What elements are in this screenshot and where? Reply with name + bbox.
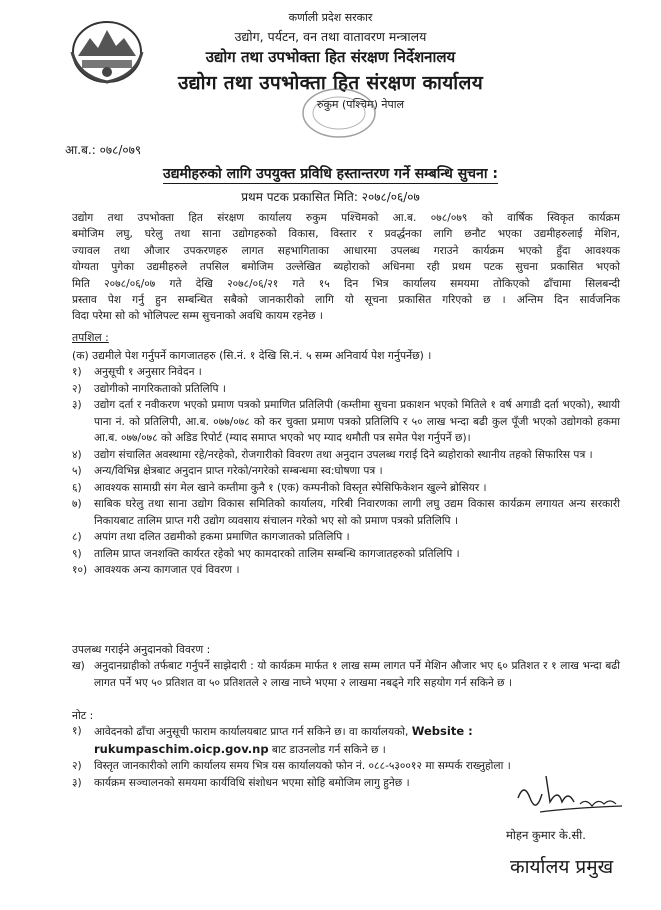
list-item: ३) कार्यक्रम सञ्चालनको समयमा कार्यविधि संशोधन भएमा सोहि बमोजिम लागु हुनेछ । (72, 776, 410, 789)
intro-line: उद्योग तथा उपभोक्ता हित संरक्षण कार्यालय रुकुम पश्चिमको आ.ब. ०७८/०७९ को वार्षिक स्विकृत कार्यक्रम (72, 212, 620, 224)
publish-date: प्रथम पटक प्रकासित मिति: २०७८/०६/०७ (241, 190, 420, 204)
website-label: Website : (411, 724, 473, 738)
intro-line: मिति २०७८/०६/०७ गते देखि २०७८/०६/२१ गते १५ दिन भित्र कार्यालय समयमा तोकिएको ढाँचामा सिलबन्दी (72, 277, 620, 290)
office-seal-icon (300, 86, 378, 140)
signatory-title: कार्यालय प्रमुख (510, 856, 614, 878)
grant-heading: उपलब्ध गराईने अनुदानको विवरण : (72, 643, 211, 656)
note-heading: नोट : (72, 709, 94, 722)
intro-line: बमोजिम लघु, घरेलु तथा साना उद्योगहरुको विकास, विस्तार र प्रवर्द्धनका लागि छनौट भएका उद्यमीहरुलाई मेशिन, (72, 228, 620, 241)
header-line-4: उद्योग तथा उपभोक्ता हित संरक्षण कार्यालय (177, 72, 484, 94)
fiscal-year: आ.ब.: ०७८/०७९ (65, 143, 142, 157)
website-link[interactable]: rukumpaschim.oicp.gov.np (94, 741, 269, 756)
list-item: ७) साबिक घरेलु तथा साना उद्योग विकास समितिको कार्यालय, गरिबी निवारणका लागी लघु उद्यम विकास कार्यक्रम लगायत अन्य सरकारी निकायबाट तालिम प्राप्त गरी उद्योग व्यवसाय संचालन गरेको भए सो को प्रमाण पत्रको प्रतिलिपि । (72, 498, 620, 527)
header-line-3: उद्योग तथा उपभोक्ता हित संरक्षण निर्देशनालय (205, 48, 456, 66)
intro-line: विदा परेमा सो को भोलिपल्ट सम्म सुचनाको अवधि कायम रहनेछ । (72, 310, 323, 323)
notice-title: उद्यमीहरुको लागि उपयुक्त प्रविधि हस्तान्तरण गर्ने सम्बन्धि सुचना : (163, 166, 498, 182)
list-item: ९) तालिम प्राप्त जनशक्ति कार्यरत रहेको भए कामदारको तालिम सम्बन्धि कागजातहरुको प्रतिलिपि । (72, 547, 460, 560)
list-item: १) अनुसूची १ अनुसार निवेदन । (72, 366, 202, 378)
signature-icon (510, 768, 630, 823)
list-item: ६) आवश्यक सामाग्री संग मेल खाने कम्तीमा कुनै १ (एक) कम्पनीको विस्तृत स्पेसिफिकेशन खुल्ने ब्रोसियर । (72, 481, 487, 494)
header-line-5: रुकुम (पश्चिम) नेपाल (316, 98, 405, 111)
list-item: १) आवेदनको ढाँचा अनुसूची फाराम कार्यालयबाट प्राप्त गर्न सकिने छ। वा कार्यालयको, Website : rukumpaschim.oicp.gov.np बाट डाउनलोड गर्न सकिने छ । (72, 724, 473, 756)
intro-line: योग्यता पुगेका उद्यमीहरुले तपसिल बमोजिम उल्लेखित ब्यहोराको अधिनमा रही प्रथम पटक सुचना प्रकासित भएको (72, 261, 620, 274)
tapasil-heading: तपशिल : (72, 331, 109, 344)
list-item: ४) उद्योग संचालित अवस्थामा रहे/नरहेको, रोजगारीको विवरण तथा अनुदान उपलब्ध गराई दिने ब्यहोराको स्थानीय तहको सिफारिस पत्र । (72, 448, 593, 461)
intro-paragraph (72, 210, 620, 325)
header-line-2: उद्योग, पर्यटन, वन तथा वातावरण मन्त्रालय (234, 29, 427, 44)
grant-detail (72, 658, 620, 691)
documents-list (72, 364, 620, 579)
list-item: ५) अन्य/विभिन्न क्षेत्रबाट अनुदान प्राप्त गरेको/नगरेको सम्बन्धमा स्व:घोषणा पत्र । (72, 465, 383, 477)
intro-line: ज्यावल तथा औजार उपकरणहरु लागत सहभागिताका आधारमा उपलब्ध गराउने कार्यक्रम भएको हुँदा आवश्यक (72, 244, 620, 257)
list-item: २) उद्योगीको नागरिकताको प्रतिलिपि । (72, 382, 226, 395)
signatory-name: मोहन कुमार के.सी. (506, 828, 586, 842)
intro-line: प्रस्ताव पेश गर्नु हुन सम्बन्धित सबैको जानकारीको लागि यो सूचना प्रकासित गरिएको छ । अन्तिम दिन सार्वजनिक (72, 294, 620, 307)
header-line-1: कर्णाली प्रदेश सरकार (288, 11, 373, 24)
list-item: ८) अपांग तथा दलित उद्यमीको हकमा प्रमाणित कागजातको प्रतिलिपि । (72, 531, 350, 543)
list-item: १०) आवश्यक अन्य कागजात एवं विवरण । (72, 564, 240, 576)
list-item: ख) अनुदानग्राहीको तर्फबाट गर्नुपर्ने साझेदारी : यो कार्यक्रम मार्फत १ लाख सम्म लागत पर्ने मेशिन औजार भए ६० प्रतिशत र १ लाख भन्दा बढी लागत पर्ने भए ५० प्रतिशत वा ५० प्रतिशतले २ लाख नाघ्ने भएमा २ लाखमा नबढ्ने गरि सहयोग गर्न सकिने छ । (72, 660, 620, 689)
list-item: २) विस्तृत जानकारीको लागि कार्यालय समय भित्र यस कार्यालयको फोन नं. ०८८-५३००१२ मा सम्पर्क राख्नुहोला । (72, 760, 511, 772)
list-item: ३) उद्योग दर्ता र नवीकरण भएको प्रमाण पत्रको प्रमाणित प्रतिलिपी (कम्तीमा सुचना प्रकाशन भएको मितिले १ वर्ष अगाडी दर्ता भएको), स्थायी पाना नं. को प्रतिलिपी, आ.ब. ०७७/०७८ को कर चुक्ता प्रमाण पत्रको प्रतिलिपि र ५० लाख भन्दा बढी कुल पूँजी भएको उद्योगको हकमा आ.ब. ०७७/०७८ को अडिड रिपोर्ट (म्याद समाप्त भएको भए म्याद थमौती पत्र समेत पेश गर्नुपर्ने छ)। (72, 399, 620, 444)
documents-heading: (क) उद्यमीले पेश गर्नुपर्ने कागजातहरु (सि.नं. १ देखि सि.नं. ५ सम्म अनिवार्य पेश गर्नुपर्नेछ) । (72, 349, 432, 362)
